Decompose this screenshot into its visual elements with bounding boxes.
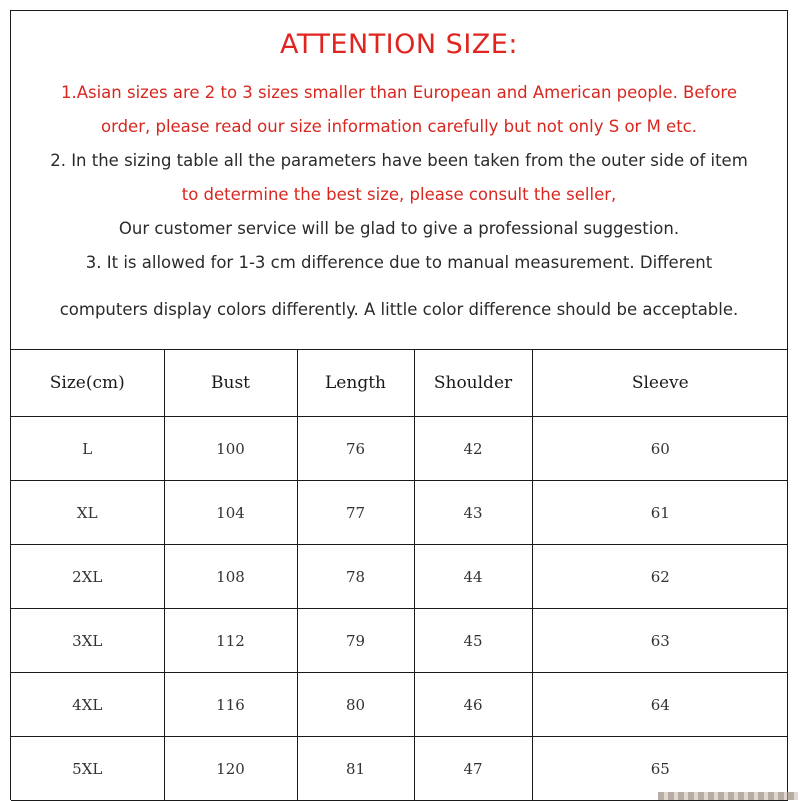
notice-line-3: 2. In the sizing table all the parameters have been taken from the outer side of item xyxy=(50,151,748,170)
cell-shoulder: 46 xyxy=(414,673,532,737)
notice-line-6: 3. It is allowed for 1-3 cm difference due to manual measurement. Different xyxy=(85,253,713,272)
cell-shoulder: 44 xyxy=(414,545,532,609)
table-row xyxy=(11,737,788,801)
cell-length: 81 xyxy=(297,737,414,801)
cell-size: 4XL xyxy=(11,673,164,737)
header-shoulder: Shoulder xyxy=(414,350,532,417)
cell-shoulder: 43 xyxy=(414,481,532,545)
cell-sleeve: 62 xyxy=(532,545,788,609)
cell-length: 78 xyxy=(297,545,414,609)
cell-sleeve: 64 xyxy=(532,673,788,737)
cell-sleeve: 60 xyxy=(532,417,788,481)
cell-length: 76 xyxy=(297,417,414,481)
header-sleeve: Sleeve xyxy=(532,350,788,417)
cell-bust: 120 xyxy=(164,737,297,801)
cell-length: 77 xyxy=(297,481,414,545)
cell-shoulder: 47 xyxy=(414,737,532,801)
table-row xyxy=(11,481,788,545)
cell-size: 5XL xyxy=(11,737,164,801)
header-bust: Bust xyxy=(164,350,297,417)
notice-line-7: computers display colors differently. A little color difference should be acceptable. xyxy=(59,300,739,319)
notice-line-1: 1.Asian sizes are 2 to 3 sizes smaller than European and American people. Before xyxy=(60,83,738,102)
cell-bust: 112 xyxy=(164,609,297,673)
notice-title: ATTENTION SIZE: xyxy=(280,29,518,60)
cell-bust: 104 xyxy=(164,481,297,545)
size-table xyxy=(11,349,788,801)
header-size: Size(cm) xyxy=(11,350,164,417)
cell-shoulder: 42 xyxy=(414,417,532,481)
cell-sleeve: 61 xyxy=(532,481,788,545)
cell-bust: 116 xyxy=(164,673,297,737)
cell-size: XL xyxy=(11,481,164,545)
cell-size: L xyxy=(11,417,164,481)
notice-line-4: to determine the best size, please consult the seller, xyxy=(181,185,617,204)
notice-line-2: order, please read our size information carefully but not only S or M etc. xyxy=(100,117,697,136)
cell-size: 3XL xyxy=(11,609,164,673)
cell-shoulder: 45 xyxy=(414,609,532,673)
cell-sleeve: 65 xyxy=(532,737,788,801)
cell-sleeve: 63 xyxy=(532,609,788,673)
cell-size: 2XL xyxy=(11,545,164,609)
table-row xyxy=(11,417,788,481)
header-length: Length xyxy=(297,350,414,417)
cell-length: 79 xyxy=(297,609,414,673)
cell-length: 80 xyxy=(297,673,414,737)
size-table-header-row xyxy=(11,350,788,417)
table-row xyxy=(11,545,788,609)
cell-bust: 100 xyxy=(164,417,297,481)
corner-texture-strip xyxy=(658,792,798,800)
cell-bust: 108 xyxy=(164,545,297,609)
table-row xyxy=(11,609,788,673)
notice-line-5: Our customer service will be glad to give a professional suggestion. xyxy=(118,219,680,238)
table-row xyxy=(11,673,788,737)
size-notice xyxy=(11,11,787,349)
size-chart-frame xyxy=(10,10,788,800)
